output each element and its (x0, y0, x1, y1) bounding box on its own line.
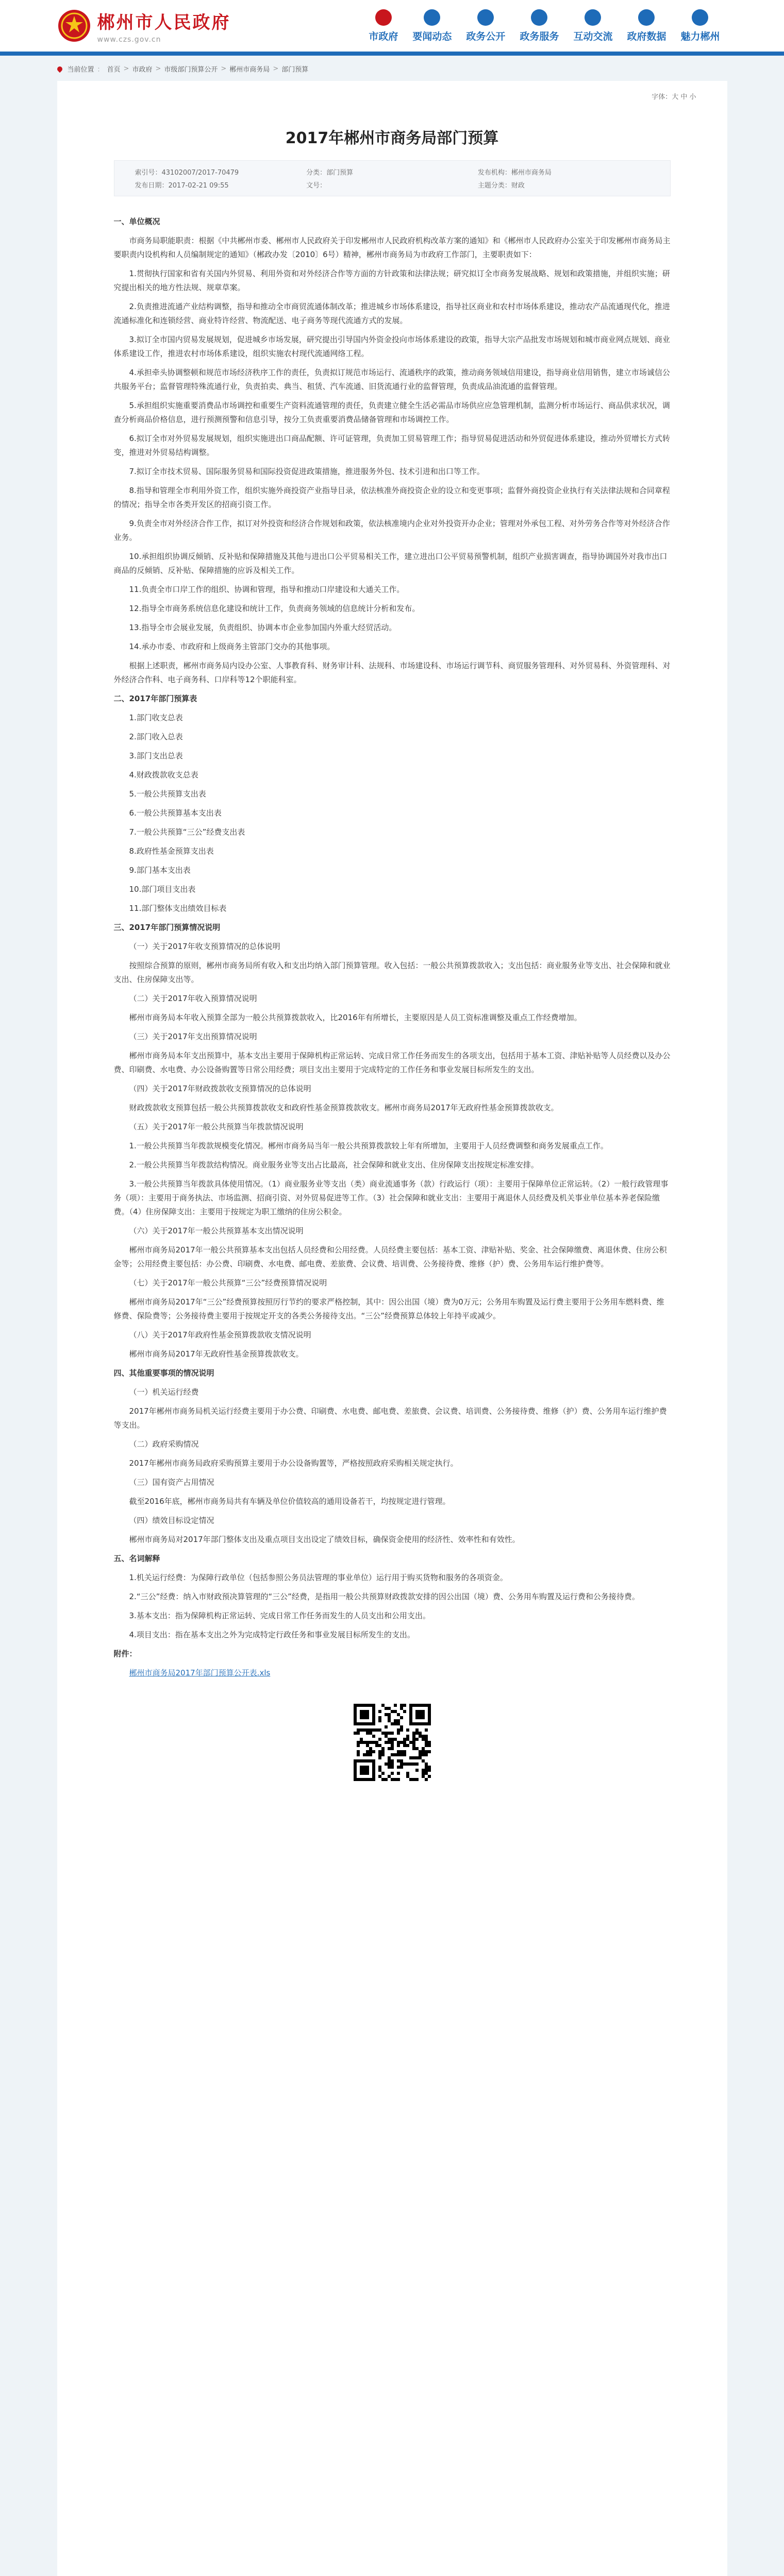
paragraph: （四）绩效目标设定情况 (129, 1516, 214, 1525)
meta-issuer: 发布机构：郴州市商务局 (477, 169, 552, 177)
header-divider (0, 52, 784, 56)
nav-item-data[interactable]: 政府数据 (620, 9, 673, 43)
nav-item-services[interactable]: 政务服务 (512, 9, 566, 43)
paragraph: 郴州市商务局对2017年部门整体支出及重点项目支出设定了绩效目标，确保资金使用的经济性、效率性和有效性。 (129, 1535, 520, 1544)
national-emblem-icon (57, 9, 91, 43)
qr-code-box (114, 1704, 671, 1781)
landscape-icon (692, 9, 708, 26)
paragraph: （五）关于2017年一般公共预算当年拨款情况说明 (129, 1122, 304, 1131)
font-size-control[interactable]: 字体：大 中 小 (652, 93, 696, 101)
paragraph: （二）政府采购情况 (129, 1439, 199, 1449)
paragraph: 3.基本支出：指为保障机构正常运转、完成日常工作任务而发生的人员支出和公用支出。 (129, 1611, 430, 1620)
paragraph: （二）关于2017年收入预算情况说明 (129, 994, 257, 1003)
breadcrumb-separator: > (123, 65, 129, 73)
paragraph: （三）国有资产占用情况 (129, 1478, 214, 1487)
breadcrumb-commerce-bureau[interactable]: 郴州市商务局 (229, 66, 270, 74)
paragraph: 8.指导和管理全市利用外资工作，组织实施外商投资产业指导目录，依法核准外商投资企业的设立和变更事项；监督外商投资企业执行有关法律法规和合同章程的情况；指导全市各类开发区的招商引资工作。 (113, 486, 670, 509)
paragraph: 根据上述职责，郴州市商务局内设办公室、人事教育科、财务审计科、法规科、市场建设科、市场运行调节科、商贸服务管理科、对外贸易科、外资管理科、对外经济合作科、电子商务科、口岸科等12个职能科室。 (113, 661, 671, 684)
news-icon (424, 9, 440, 26)
paragraph: 2017年郴州市商务局政府采购预算主要用于办公设备购置等，严格按照政府采购相关规定执行。 (129, 1459, 458, 1468)
site-header (0, 0, 784, 52)
breadcrumb-home[interactable]: 首页 (107, 66, 121, 74)
location-pin-icon (56, 65, 63, 72)
paragraph: 1.贯彻执行国家和省有关国内外贸易、利用外资和对外经济合作等方面的方针政策和法律法规；研究拟订全市商务发展战略、规划和政策措施，并组织实施；研究提出相关的地方性法规、规章草案。 (113, 269, 670, 292)
paragraph: 财政拨款收支预算包括一般公共预算拨款收支和政府性基金预算拨款收支。郴州市商务局2017年无政府性基金预算拨款收支。 (129, 1103, 559, 1112)
paragraph: 郴州市商务局2017年一般公共预算基本支出包括人员经费和公用经费。人员经费主要包括：基本工资、津贴补贴、奖金、社会保障缴费、离退休费、住房公积金等；公用经费主要包括：办公费、印刷费、水电费、邮电费、差旅费、会议费、培训费、公务接待费、维修（护）费、公务用车运行维护费等。 (113, 1245, 667, 1268)
paragraph: 7.一般公共预算“三公”经费支出表 (129, 827, 245, 837)
paragraph: 7.拟订全市技术贸易、国际服务贸易和国际投资促进政策措施，推进服务外包、技术引进和出口等工作。 (129, 467, 485, 476)
paragraph: 6.一般公共预算基本支出表 (129, 808, 222, 818)
meta-number: 文号： (306, 182, 327, 190)
paragraph: 5.承担组织实施重要消费品市场调控和重要生产资料流通管理的责任，负责建立健全生活必需品市场供应应急管理机制，监测分析市场运行、商品供求状况，调查分析商品价格信息，进行预测预警和信息引导，按分工负责重要消费品储备管理和市场调控工作。 (113, 401, 670, 424)
paragraph: 1.机关运行经费：为保障行政单位（包括参照公务员法管理的事业单位）运行用于购买货物和服务的各项资金。 (129, 1573, 508, 1582)
main-nav (361, 9, 727, 43)
paragraph: 5.一般公共预算支出表 (129, 789, 206, 799)
article-container (57, 81, 727, 2576)
paragraph: 按照综合预算的原则，郴州市商务局所有收入和支出均纳入部门预算管理。收入包括：一般公共预算拨款收入；支出包括：商业服务业等支出、社会保障和就业支出、住房保障支出等。 (113, 961, 671, 984)
paragraph: （七）关于2017年一般公共预算“三公”经费预算情况说明 (129, 1278, 327, 1287)
section-heading: 二、2017年部门预算表 (113, 694, 197, 703)
paragraph: 郴州市商务局2017年无政府性基金预算拨款收支。 (129, 1349, 304, 1359)
paragraph: （八）关于2017年政府性基金预算拨款收支情况说明 (129, 1330, 311, 1340)
article-title: 2017年郴州市商务局部门预算 (285, 129, 499, 147)
section-heading: 四、其他重要事项的情况说明 (113, 1368, 214, 1378)
paragraph: 郴州市商务局本年收入预算全部为一般公共预算拨款收入，比2016年有所增长，主要原因是人员工资标准调整及重点工作经费增加。 (129, 1013, 582, 1022)
site-logo[interactable] (57, 8, 231, 44)
paragraph: 8.政府性基金预算支出表 (129, 846, 214, 856)
paragraph: 截至2016年底，郴州市商务局共有车辆及单位价值较高的通用设备若干，均按规定进行管理。 (129, 1497, 451, 1506)
nav-item-interaction[interactable]: 互动交流 (566, 9, 620, 43)
paragraph: （三）关于2017年支出预算情况说明 (129, 1032, 257, 1041)
attachment-link[interactable]: 郴州市商务局2017年部门预算公开表.xls (129, 1668, 271, 1677)
font-size-tools[interactable] (652, 91, 696, 101)
section-heading: 三、2017年部门预算情况说明 (113, 923, 221, 932)
chat-icon (585, 9, 601, 26)
meta-subject: 主题分类：财政 (477, 182, 525, 190)
qr-code-icon (354, 1704, 431, 1781)
paragraph: 郴州市商务局2017年“三公”经费预算按照厉行节约的要求严格控制，其中：因公出国（境）费为0万元；公务用车购置及运行费主要用于公务用车燃料费、维修费、保险费等；公务接待费主要用于按规定开支的各类公务接待支出。“三公”经费预算总体较上年持平或减少。 (113, 1297, 664, 1320)
breadcrumb-separator: ： (97, 66, 104, 74)
breadcrumb-label: 当前位置 (67, 66, 94, 74)
breadcrumb-separator: > (221, 65, 227, 73)
paragraph: 11.负责全市口岸工作的组织、协调和管理，指导和推动口岸建设和大通关工作。 (129, 585, 405, 594)
paragraph: 郴州市商务局本年支出预算中，基本支出主要用于保障机构正常运转、完成日常工作任务而发生的各项支出，包括用于基本工资、津贴补贴等人员经费以及办公费、印刷费、水电费、办公设备购置等日常公用经费；项目支出主要用于完成特定的工作任务和事业发展目标所发生的支出。 (113, 1051, 671, 1074)
paragraph: 3.拟订全市国内贸易发展规划，促进城乡市场发展，研究提出引导国内外资金投向市场体系建设的政策，指导大宗产品批发市场规划和城市商业网点规划、商业体系建设工作，推进农村市场体系建设，组织实施农村现代流通网络工程。 (113, 335, 670, 358)
paragraph: 13.指导全市会展业发展，负责组织、协调本市企业参加国内外重大经贸活动。 (129, 623, 397, 632)
nav-item-news[interactable]: 要闻动态 (405, 9, 459, 43)
section-heading: 附件： (113, 1649, 137, 1658)
breadcrumb (57, 64, 727, 74)
breadcrumb-government[interactable]: 市政府 (132, 66, 153, 74)
paragraph: （一）机关运行经费 (129, 1387, 199, 1397)
paragraph: 2.负责推进流通产业结构调整，指导和推动全市商贸流通体制改革；推进城乡市场体系建设，指导社区商业和农村市场体系建设，推动农产品流通现代化，推进流通标准化和连锁经营、商业特许经营、物流配送、电子商务等现代流通方式的发展。 (113, 302, 670, 325)
paragraph: 1.一般公共预算当年拨款规模变化情况。郴州市商务局当年一般公共预算拨款较上年有所增加，主要用于人员经费调整和商务发展重点工作。 (129, 1141, 608, 1150)
site-url: www.czs.gov.cn (97, 35, 161, 44)
article-body (114, 215, 671, 1680)
meta-category: 分类：部门预算 (306, 169, 354, 177)
paragraph: 14.承办市委、市政府和上级商务主管部门交办的其他事项。 (129, 642, 335, 651)
paragraph: 2.“三公”经费：纳入市财政预决算管理的“三公”经费，是指用一般公共预算财政拨款安排的因公出国（境）费、公务用车购置及运行费和公务接待费。 (129, 1592, 640, 1601)
site-name: 郴州市人民政府 (97, 12, 231, 33)
paragraph: 10.承担组织协调反倾销、反补贴和保障措施及其他与进出口公平贸易相关工作，建立进出口公平贸易预警机制，组织产业损害调查，指导协调国外对我市出口商品的反倾销、反补贴、保障措施的应诉及相关工作。 (113, 552, 668, 575)
paragraph: 4.财政拨款收支总表 (129, 770, 198, 779)
article-meta (114, 160, 671, 196)
paragraph: 3.一般公共预算当年拨款具体使用情况。（1）商业服务业等支出（类）商业流通事务（款）行政运行（项）：主要用于保障单位正常运转。（2）一般行政管理事务（项）：主要用于商务执法、市场监测、招商引资、对外贸易促进等工作。（3）社会保障和就业支出：主要用于离退休人员经费及机关事业单位基本养老保险缴费。（4）住房保障支出：主要用于按规定为职工缴纳的住房公积金。 (113, 1179, 669, 1216)
paragraph: （六）关于2017年一般公共预算基本支出情况说明 (129, 1226, 304, 1235)
breadcrumb-budget[interactable]: 市级部门预算公开 (164, 66, 218, 74)
paragraph: 4.项目支出：指在基本支出之外为完成特定行政任务和事业发展目标所发生的支出。 (129, 1630, 415, 1639)
document-icon (477, 9, 494, 26)
breadcrumb-dept-budget[interactable]: 部门预算 (281, 66, 309, 74)
service-icon (531, 9, 547, 26)
breadcrumb-separator: > (155, 65, 161, 73)
paragraph: 2.一般公共预算当年拨款结构情况。商业服务业等支出占比最高，社会保障和就业支出、住房保障支出按规定标准安排。 (129, 1160, 539, 1170)
paragraph: 2.部门收入总表 (129, 732, 183, 741)
paragraph: 6.拟订全市对外贸易发展规划，组织实施进出口商品配额、许可证管理，负责加工贸易管理工作；指导贸易促进活动和外贸促进体系建设，推动外贸增长方式转变，推进对外贸易结构调整。 (113, 434, 670, 457)
nav-item-chenzhou[interactable]: 魅力郴州 (673, 9, 727, 43)
building-icon (375, 9, 392, 26)
paragraph: 2017年郴州市商务局机关运行经费主要用于办公费、印刷费、水电费、邮电费、差旅费、会议费、培训费、公务接待费、维修（护）费、公务用车运行维护费等支出。 (113, 1406, 667, 1430)
paragraph: 10.部门项目支出表 (129, 885, 196, 894)
paragraph: 4.承担牵头协调整顿和规范市场经济秩序工作的责任，负责拟订规范市场运行、流通秩序的政策，推动商务领域信用建设，指导商业信用销售，建立市场诚信公共服务平台；监督管理特殊流通行业，负责拍卖、典当、租赁、汽车流通、旧货流通行业的监督管理，负责成品油流通的监督管理。 (113, 368, 670, 391)
section-heading: 一、单位概况 (113, 217, 160, 226)
paragraph: （一）关于2017年收支预算情况的总体说明 (129, 942, 280, 951)
paragraph: （四）关于2017年财政拨款收支预算情况的总体说明 (129, 1084, 311, 1093)
paragraph: 9.部门基本支出表 (129, 866, 191, 875)
paragraph: 9.负责全市对外经济合作工作，拟订对外投资和经济合作规划和政策，依法核准境内企业对外投资开办企业；管理对外承包工程、对外劳务合作等对外经济合作业务。 (113, 519, 670, 542)
section-heading: 五、名词解释 (113, 1554, 160, 1563)
data-icon (638, 9, 655, 26)
nav-item-disclosure[interactable]: 政务公开 (459, 9, 512, 43)
nav-item-government[interactable]: 市政府 (361, 9, 405, 43)
paragraph: 12.指导全市商务系统信息化建设和统计工作，负责商务领域的信息统计分析和发布。 (129, 604, 420, 613)
paragraph: 1.部门收支总表 (129, 713, 183, 722)
meta-index: 索引号：43102007/2017-70479 (135, 169, 239, 177)
paragraph: 11.部门整体支出绩效目标表 (129, 904, 227, 913)
paragraph: 市商务局职能职责：根据《中共郴州市委、郴州市人民政府关于印发郴州市人民政府机构改革方案的通知》和《郴州市人民政府办公室关于印发郴州市商务局主要职责内设机构和人员编制规定的通知》（郴政办发〔2010〕6号）精神，郴州市商务局为市政府工作部门，主要职责如下： (113, 236, 671, 259)
paragraph: 3.部门支出总表 (129, 751, 183, 760)
breadcrumb-separator: > (273, 65, 279, 73)
meta-date: 发布日期：2017-02-21 09:55 (135, 182, 229, 190)
